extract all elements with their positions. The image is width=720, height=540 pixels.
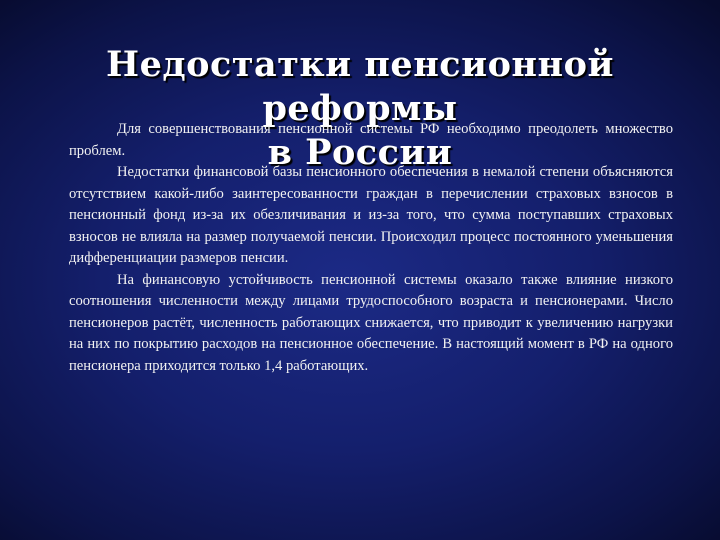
paragraph-stability: На финансовую устойчивость пенсионной системы оказало также влияние низкого соотношения численности между лицами трудоспособного возраста и пенсионерами. Число пенсионеров растёт, численность работающих снижается, что приводит к увеличению нагрузки на них по покрытию расходов на пенсионное обеспечение. В настоящий момент в РФ на одного пенсионера приходится только 1,4 работающих. (69, 271, 673, 374)
slide-title-line-1: Недостатки пенсионной реформы (106, 44, 614, 130)
slide-body (69, 119, 673, 377)
paragraph-financial-base: Недостатки финансовой базы пенсионного обеспечения в немалой степени объясняются отсутствием какой-либо заинтересованности граждан в перечислении страховых взносов в пенсионный фонд из-за их обезличивания и из-за того, что сумма поступавших страховых взносов не влияла на размер получаемой пенсии. Происходил процесс постоянного уменьшения дифференциации размеров пенсии. (69, 164, 673, 266)
slide-title-line-2: в России (267, 132, 453, 174)
paragraph-intro: Для совершенствования пенсионной системы РФ необходимо преодолеть множество проблем. (69, 121, 673, 159)
